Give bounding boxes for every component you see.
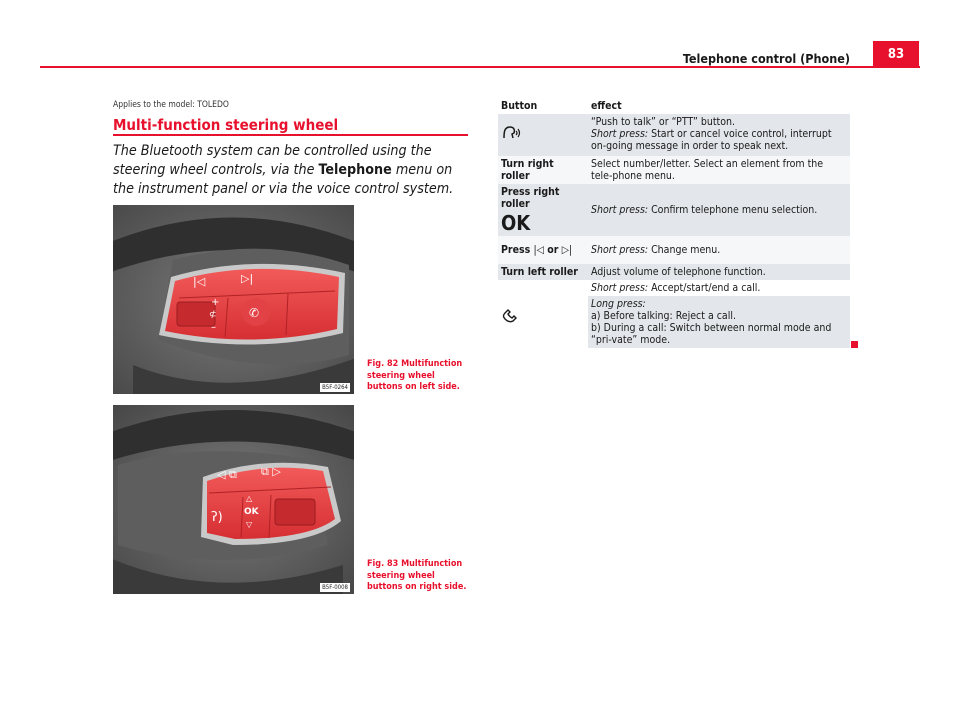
figure-caption-82: Fig. 82 Multifunction steering wheel buttons on left side. <box>367 359 463 392</box>
press-prev-next-effect: Short press: Change menu. <box>588 236 850 264</box>
section-title: Multi-function steering wheel <box>113 116 339 134</box>
table-row <box>498 280 850 296</box>
previous-track-icon: |◁ <box>533 244 544 256</box>
figure-caption-83: Fig. 83 Multifunction steering wheel buttons on right side. <box>367 559 467 592</box>
press-right-roller-label: Press right roller <box>501 186 560 210</box>
turn-right-roller-label: Turn right roller <box>498 156 588 184</box>
section-rule <box>113 134 468 136</box>
telephone-menu-term: Telephone <box>318 162 392 178</box>
table-row <box>498 114 850 156</box>
figure-code: B5F-0264 <box>322 384 348 391</box>
column-header-button: Button <box>498 98 588 114</box>
table-row <box>498 236 850 264</box>
push-to-talk-icon <box>501 124 523 142</box>
table-row <box>498 264 850 280</box>
intro-paragraph: The Bluetooth system can be controlled using the steering wheel controls, via the Telephone menu on the instrument panel or via the voice control system. <box>113 143 454 197</box>
svg-text:+: + <box>211 297 220 308</box>
svg-text:▽: ▽ <box>246 520 253 529</box>
next-track-icon: ▷| <box>561 244 573 256</box>
page-number: 83 <box>873 41 919 68</box>
turn-left-roller-effect: Adjust volume of telephone function. <box>588 264 850 280</box>
svg-text:◁ ⧉: ◁ ⧉ <box>217 468 237 481</box>
steering-wheel-left-illustration <box>113 205 354 394</box>
section-end-marker <box>851 341 858 348</box>
svg-text:–: – <box>211 322 216 333</box>
ok-symbol: OK <box>501 211 531 235</box>
figure-code: B5F-0008 <box>322 584 348 591</box>
figure-left-buttons <box>113 205 354 394</box>
column-header-effect: effect <box>588 98 850 114</box>
svg-text:|◁: |◁ <box>193 275 206 288</box>
button-effect-table <box>498 98 850 348</box>
phone-long-press-effect: Long press: a) Before talking: Reject a call. b) During a call: Switch between normal mode and “pri-vate” mode. <box>588 296 850 348</box>
press-right-roller-effect: Short press: Confirm telephone menu selection. <box>588 184 850 236</box>
applies-to-note: Applies to the model: TOLEDO <box>113 100 229 110</box>
header-rule <box>40 66 920 68</box>
header-title: Telephone control (Phone) <box>682 51 850 66</box>
phone-short-press-effect: Short press: Accept/start/end a call. <box>588 280 850 296</box>
steering-wheel-right-illustration <box>113 405 354 594</box>
svg-text:▷|: ▷| <box>241 272 254 285</box>
ptt-effect: “Push to talk” or “PTT” button. Short press: Start or cancel voice control, interrupt on-going message in order to speak next. <box>588 114 850 156</box>
turn-right-roller-effect: Select number/letter. Select an element from the tele-phone menu. <box>588 156 850 184</box>
turn-left-roller-label: Turn left roller <box>498 264 588 280</box>
table-header-row <box>498 98 850 114</box>
svg-text:ʔ): ʔ) <box>211 510 223 525</box>
svg-text:⧉ ▷: ⧉ ▷ <box>261 465 281 478</box>
svg-text:△: △ <box>246 494 253 503</box>
svg-text:✆: ✆ <box>249 306 260 320</box>
press-prev-next-label: Press |◁ or ▷| <box>498 236 588 264</box>
svg-text:⊄: ⊄ <box>209 310 217 320</box>
phone-handset-icon <box>501 303 521 323</box>
table-row <box>498 184 850 236</box>
svg-text:OK: OK <box>244 507 259 517</box>
table-row <box>498 156 850 184</box>
figure-right-buttons <box>113 405 354 594</box>
